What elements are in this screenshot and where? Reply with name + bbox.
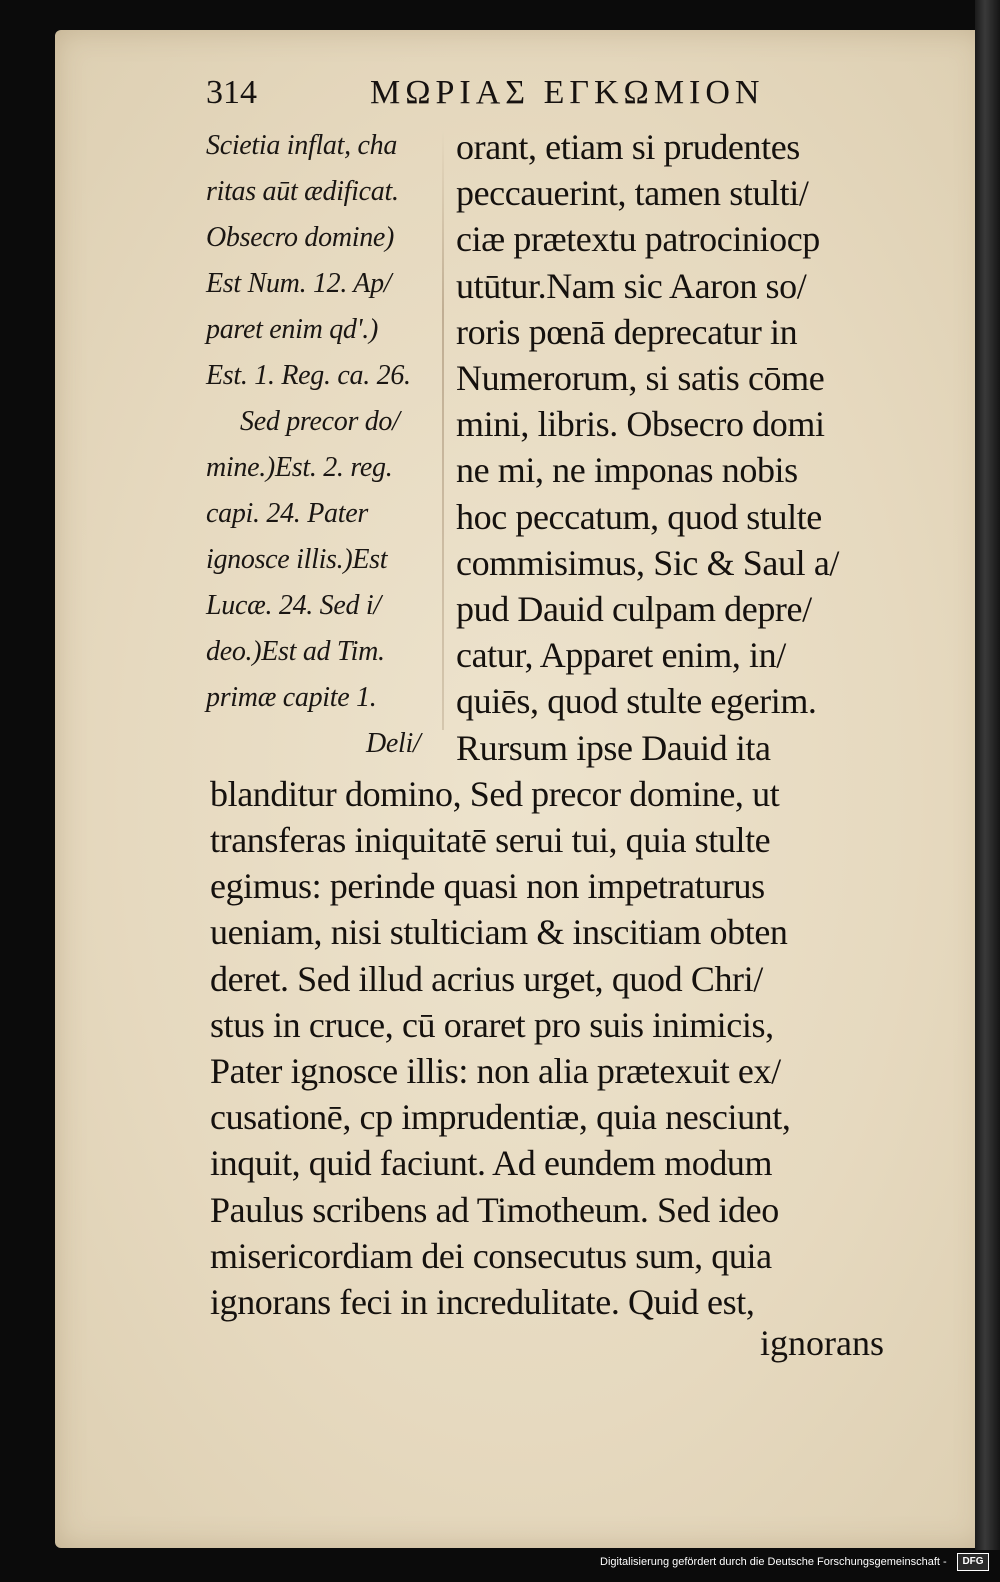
text-line: deret. Sed illud acrius urget, quod Chri/: [210, 958, 763, 999]
margin-note: paret enim qd'.): [206, 314, 379, 345]
text-line: mini, libris. Obsecro domi: [456, 404, 825, 445]
text-line: catur, Apparet enim, in/: [456, 635, 786, 676]
text-line: commisimus, Sic & Saul a/: [456, 542, 839, 583]
text-line: ciæ prætextu patrociniocp: [456, 219, 820, 260]
margin-note: Obsecro domine): [206, 222, 395, 253]
text-line: Pater ignosce illis: non alia prætexuit ex/: [210, 1051, 781, 1091]
margin-note: Lucæ. 24. Sed i/: [206, 590, 381, 621]
page-edge-shadow: [975, 0, 1000, 1550]
margin-note: ritas aūt ædificat.: [206, 176, 399, 207]
text-line: Numerorum, si satis cōme: [456, 358, 825, 398]
margin-note: Est Num. 12. Ap/: [206, 268, 392, 299]
margin-note: deo.)Est ad Tim.: [206, 636, 385, 667]
text-line: roris pœnā deprecatur in: [456, 311, 798, 352]
text-line: Rursum ipse Dauid ita: [456, 727, 771, 768]
text-line: ueniam, nisi stulticiam & inscitiam obten: [210, 912, 788, 953]
text-line: pud Dauid culpam depre/: [456, 589, 812, 629]
margin-note: Scietia inflat, cha: [206, 130, 398, 161]
text-line: transferas iniquitatē serui tui, quia stulte: [210, 820, 771, 860]
text-line: quiēs, quod stulte egerim.: [456, 681, 817, 722]
dfg-logo: DFG: [957, 1553, 989, 1571]
margin-note: ignosce illis.)Est: [206, 544, 388, 575]
text-line: Paulus scribens ad Timotheum. Sed ideo: [210, 1189, 779, 1230]
text-line: orant, etiam si prudentes: [456, 127, 800, 167]
text-line: utūtur.Nam sic Aaron so/: [456, 265, 807, 306]
margin-note: Est. 1. Reg. ca. 26.: [206, 360, 411, 391]
running-title: ΜΩΡΙΑΣ ΕΓΚΩΜΙΟΝ: [370, 74, 765, 111]
text-line: blanditur domino, Sed precor domine, ut: [210, 773, 780, 814]
text-line: ne mi, ne imponas nobis: [456, 450, 798, 491]
margin-note: capi. 24. Pater: [206, 498, 368, 529]
text-line: peccauerint, tamen stulti/: [456, 173, 809, 214]
margin-note: mine.)Est. 2. reg.: [206, 452, 393, 483]
column-divider: [442, 130, 444, 730]
text-line: inquit, quid faciunt. Ad eundem modum: [210, 1143, 773, 1184]
text-line: misericordiam dei consecutus sum, quia: [210, 1235, 772, 1276]
margin-note: Deli/: [366, 728, 421, 759]
text-line: hoc peccatum, quod stulte: [456, 496, 822, 537]
text-line: cusationē, cp imprudentiæ, quia nesciunt,: [210, 1097, 791, 1138]
footer-credit: Digitalisierung gefördert durch die Deutsche Forschungsgemeinschaft -: [600, 1556, 947, 1568]
margin-note: Sed precor do/: [240, 406, 400, 437]
catchword: ignorans: [760, 1323, 884, 1363]
margin-note: primæ capite 1.: [206, 682, 377, 713]
text-line: egimus: perinde quasi non impetraturus: [210, 866, 765, 907]
text-line: stus in cruce, cū oraret pro suis inimicis,: [210, 1004, 774, 1045]
page-number: 314: [206, 74, 257, 111]
text-line: ignorans feci in incredulitate. Quid est,: [210, 1282, 755, 1322]
